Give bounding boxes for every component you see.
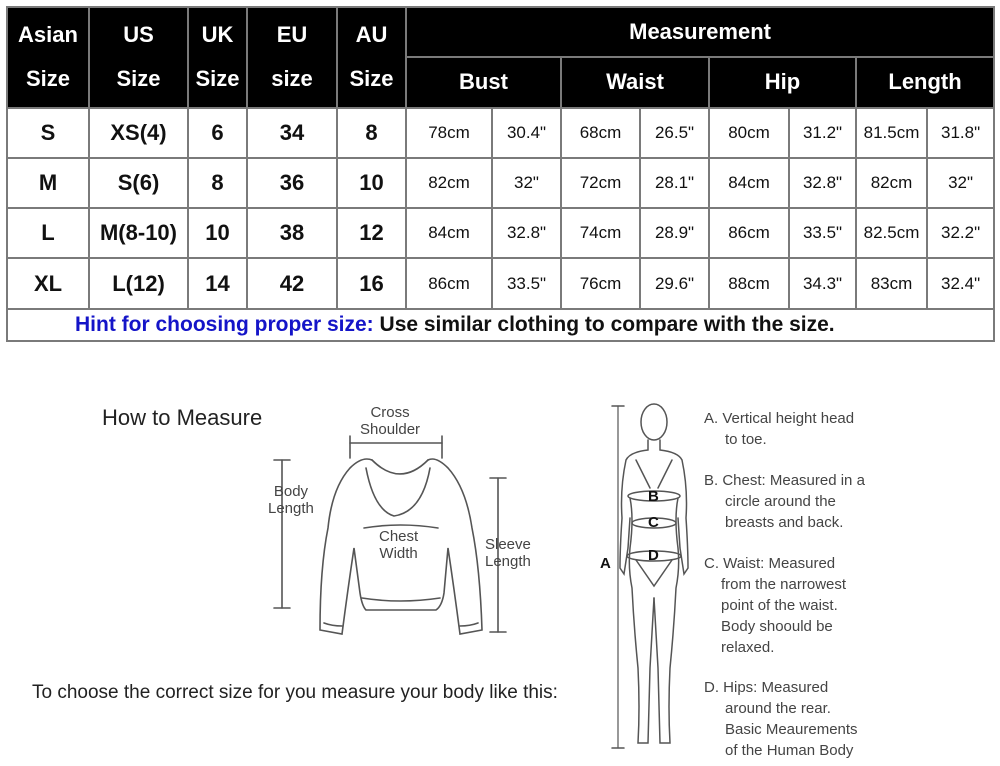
cell-asian: L [7, 208, 89, 258]
description-d: D. Hips: Measured around the rear. Basic Meaurements of the Human Body [704, 679, 858, 759]
body-figure-illustration [590, 398, 700, 766]
cell-asian: XL [7, 258, 89, 308]
marker-d: D [648, 547, 659, 564]
header-waist: Waist [561, 57, 709, 107]
table-row [7, 258, 994, 308]
cell-us: L(12) [89, 258, 188, 308]
sleeve-length-label: Sleeve Length [485, 536, 531, 570]
cell-uk: 6 [188, 108, 247, 158]
cell-eu: 42 [247, 258, 337, 308]
cell-bust-in: 32.8" [492, 208, 561, 258]
cell-eu: 36 [247, 158, 337, 208]
hint-label: Hint for choosing proper size: [75, 312, 374, 336]
header-eu-size: EU size [247, 7, 337, 108]
marker-a: A [600, 555, 611, 572]
cell-length-in: 32" [927, 158, 994, 208]
cell-length-cm: 82.5cm [856, 208, 927, 258]
cell-hip-in: 32.8" [789, 158, 856, 208]
header-asian-size: Asian Size [7, 7, 89, 108]
cell-hip-cm: 84cm [709, 158, 789, 208]
header-measurement: Measurement [406, 7, 994, 57]
cell-asian: M [7, 158, 89, 208]
description-a: A. Vertical height head to toe. [704, 410, 855, 448]
cell-waist-in: 26.5" [640, 108, 709, 158]
cell-waist-cm: 68cm [561, 108, 640, 158]
cell-length-in: 31.8" [927, 108, 994, 158]
cell-waist-in: 29.6" [640, 258, 709, 308]
cell-au: 16 [337, 258, 406, 308]
cell-au: 8 [337, 108, 406, 158]
cell-length-cm: 83cm [856, 258, 927, 308]
table-row [7, 158, 994, 208]
cell-waist-cm: 76cm [561, 258, 640, 308]
description-b: B. Chest: Measured in a circle around the breasts and back. [704, 472, 865, 531]
cell-hip-in: 34.3" [789, 258, 856, 308]
description-c: C. Waist: Measured from the narrowest point of the waist. Body shoould be relaxed. [704, 555, 847, 656]
header-au-size: AU Size [337, 7, 406, 108]
cell-bust-in: 30.4" [492, 108, 561, 158]
body-length-label: Body Length [268, 483, 314, 517]
cell-waist-in: 28.9" [640, 208, 709, 258]
chest-width-label: Chest Width [379, 528, 419, 562]
cell-hip-in: 31.2" [789, 108, 856, 158]
cell-waist-cm: 72cm [561, 158, 640, 208]
header-bust: Bust [406, 57, 561, 107]
header-hip: Hip [709, 57, 856, 107]
cell-us: M(8-10) [89, 208, 188, 258]
how-to-measure-title: How to Measure [102, 405, 263, 430]
cell-waist-cm: 74cm [561, 208, 640, 258]
cell-us: S(6) [89, 158, 188, 208]
cell-hip-in: 33.5" [789, 208, 856, 258]
marker-b: B [648, 488, 659, 505]
cell-bust-cm: 84cm [406, 208, 492, 258]
size-chart-table [6, 6, 995, 342]
header-length: Length [856, 57, 994, 107]
cell-hip-cm: 86cm [709, 208, 789, 258]
cell-bust-cm: 78cm [406, 108, 492, 158]
cell-hip-cm: 88cm [709, 258, 789, 308]
cell-length-in: 32.4" [927, 258, 994, 308]
cell-uk: 14 [188, 258, 247, 308]
cell-bust-in: 32" [492, 158, 561, 208]
cell-uk: 8 [188, 158, 247, 208]
cell-bust-in: 33.5" [492, 258, 561, 308]
cell-au: 12 [337, 208, 406, 258]
cell-bust-cm: 82cm [406, 158, 492, 208]
marker-c: C [648, 514, 659, 531]
cell-length-cm: 81.5cm [856, 108, 927, 158]
table-row [7, 208, 994, 258]
header-us-size: US Size [89, 7, 188, 108]
cell-asian: S [7, 108, 89, 158]
cell-length-in: 32.2" [927, 208, 994, 258]
header-uk-size: UK Size [188, 7, 247, 108]
cell-eu: 38 [247, 208, 337, 258]
size-hint [7, 309, 994, 341]
cell-us: XS(4) [89, 108, 188, 158]
cell-length-cm: 82cm [856, 158, 927, 208]
cross-shoulder-label: Cross Shoulder [360, 404, 421, 438]
choose-size-instruction: To choose the correct size for you measure your body like this: [32, 682, 558, 703]
cell-waist-in: 28.1" [640, 158, 709, 208]
cell-bust-cm: 86cm [406, 258, 492, 308]
table-row [7, 108, 994, 158]
size-rows [7, 108, 994, 309]
cell-hip-cm: 80cm [709, 108, 789, 158]
cell-uk: 10 [188, 208, 247, 258]
cell-eu: 34 [247, 108, 337, 158]
hint-text: Use similar clothing to compare with the size. [373, 312, 835, 336]
cell-au: 10 [337, 158, 406, 208]
